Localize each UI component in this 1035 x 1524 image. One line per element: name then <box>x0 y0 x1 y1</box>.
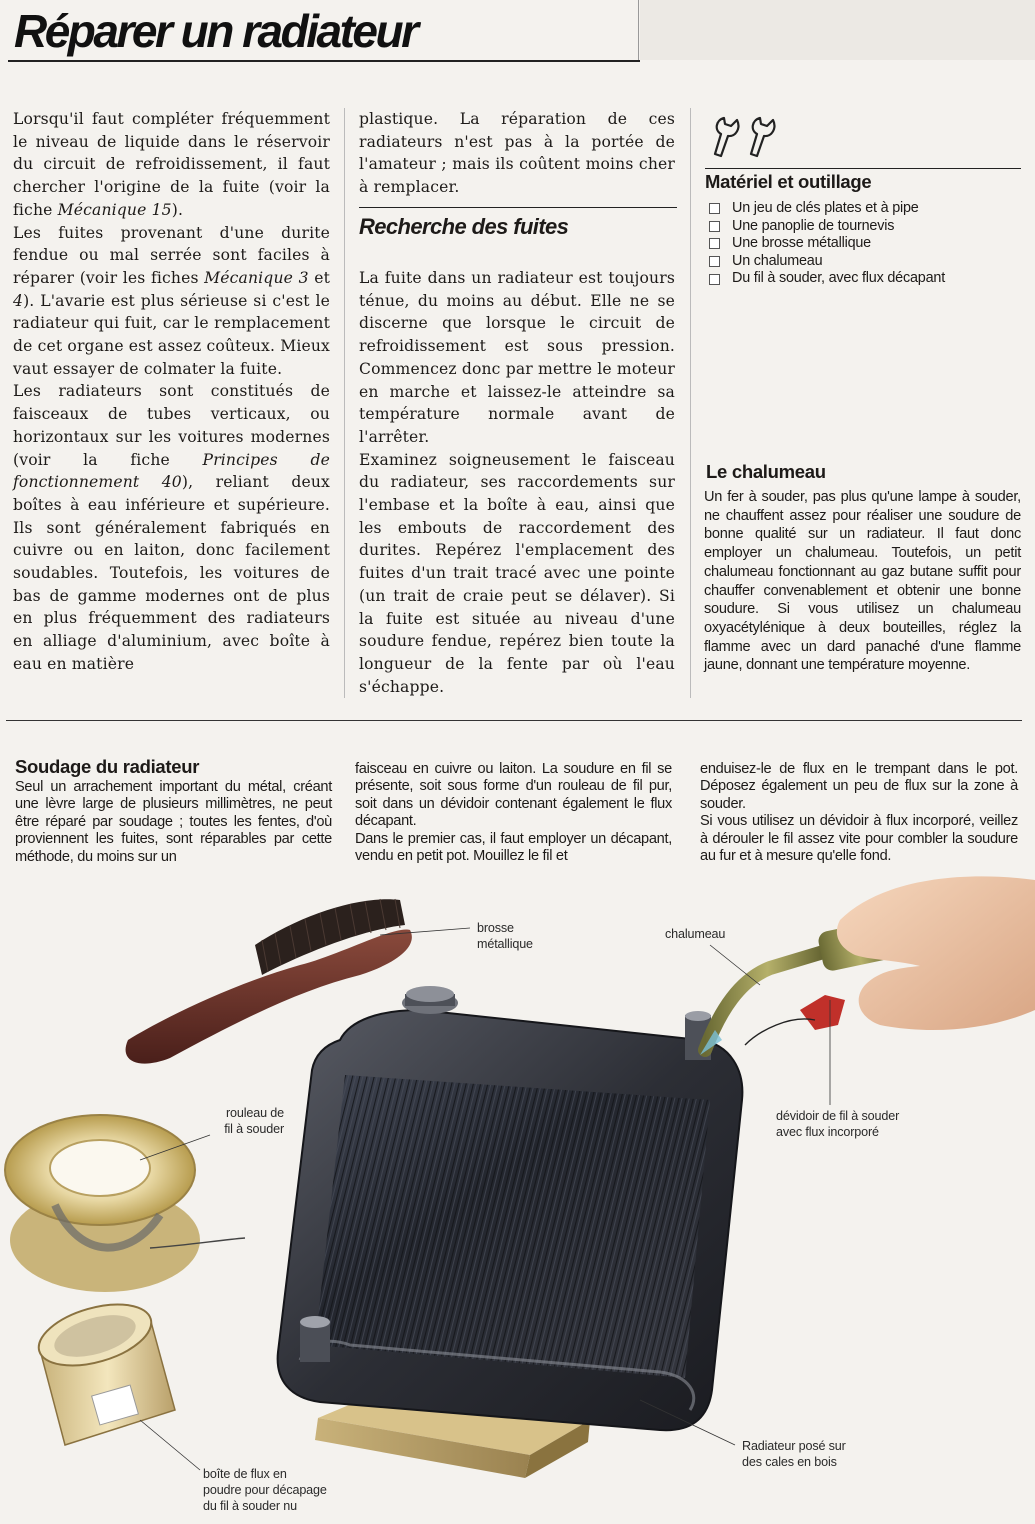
checkbox-icon[interactable] <box>709 238 720 249</box>
soudage-column-3 <box>700 761 1018 865</box>
soudage-paragraph: Dans le premier cas, il faut employer un décapant, vendu en petit pot. Mouillez le fil et <box>355 830 672 865</box>
soudage-column-2 <box>355 761 672 865</box>
page-title: Réparer un radiateur <box>14 5 417 57</box>
label-rouleau: rouleau de fil à souder <box>224 1106 284 1136</box>
recherche-paragraph: La fuite dans un radiateur est toujours ténue, du moins au début. Elle ne se discerne que lorsque le circuit de refroidissement est sous pression. Commencez donc par mettre le moteur en marche et laissez-le atteindre sa température normale avant de l'arrêter. <box>359 269 675 446</box>
materiel-heading: Matériel et outillage <box>705 168 1021 193</box>
title-divider <box>638 0 639 62</box>
radiator <box>278 986 743 1430</box>
chalumeau-text: Un fer à souder, pas plus qu'une lampe à souder, ne chauffent assez pour réaliser une soudure de bonne qualité sur un radiateur. Il faut donc employer un chalumeau. Toutefois, un petit chalumeau fonctionnant au gaz butane suffit pour chauffer convenablement et obtenir une bonne soudure. Si vous utilisez un chalumeau oxyacétylénique à deux bouteilles, réglez la flamme avec un dard panaché d'une flamme jaune, donnant une température moyenne. <box>704 489 1021 674</box>
soudage-paragraph: enduisez-le de flux en le trempant dans le pot. Déposez également un peu de flux sur la zone à souder. <box>700 761 1018 812</box>
checklist-item <box>709 235 945 253</box>
soudage-paragraph: Si vous utilisez un dévidoir à flux incorporé, veillez à dérouler le fil assez vite pour combler la soudure au fur et à mesure qu'elle fond. <box>700 813 1018 865</box>
wrenches-icon <box>712 110 796 160</box>
checklist-label: Un jeu de clés plates et à pipe <box>732 200 919 216</box>
title-underline <box>8 60 640 62</box>
intro-paragraph-2 <box>13 222 330 381</box>
intro-paragraph-3 <box>13 380 330 675</box>
text-run: ). L'avarie est plus sérieuse si c'est le radiateur qui fuit, car le remplacement de cet organe est assez coûteux. Mieux vaut essayer de colmater la fuite. <box>13 291 330 378</box>
text-run: Lorsqu'il faut compléter fréquemment le niveau de liquide dans le réservoir du circuit de refroidissement, il faut chercher l'origine de la fuite (voir la fiche <box>13 110 330 219</box>
checkbox-icon[interactable] <box>709 256 720 267</box>
section-divider <box>6 720 1022 721</box>
text-run: ). <box>171 200 184 219</box>
column-divider <box>690 108 691 698</box>
checklist-item <box>709 253 945 271</box>
label-boite-flux: boîte de flux en poudre pour décapage du fil à souder nu <box>203 1467 327 1513</box>
soudage-column-1 <box>15 779 332 866</box>
label-brosse: brosse métallique <box>477 921 533 951</box>
intro-paragraph-1 <box>13 108 330 222</box>
fiche-reference: Principes de fonctionnement 40 <box>13 450 330 492</box>
recherche-heading: Recherche des fuites <box>359 207 677 240</box>
solder-spool <box>5 1115 245 1292</box>
corner-panel <box>640 0 1035 60</box>
fiche-reference: 4 <box>13 291 24 310</box>
checklist-item <box>709 200 945 218</box>
flux-tin <box>32 1293 175 1445</box>
label-radiateur: Radiateur posé sur des cales en bois <box>742 1439 846 1469</box>
recherche-paragraph: Examinez soigneusement le faisceau du radiateur, ses raccordements sur l'embase et la boîte à eau, ainsi que les embouts de raccordement des durites. Repérez l'emplacement des fuites d'un trait tracé avec une pointe (un trait de craie peut se délaver). Si la fuite est située au niveau d'une soudure fendue, repérez bien toute la longueur de la fente par où l'eau s'échappe. <box>359 450 675 696</box>
checkbox-icon[interactable] <box>709 274 720 285</box>
soudage-paragraph: Seul un arrachement important du métal, créant une lèvre large de plusieurs millimètres, ne peut être réparé par soudage ; toutes les fentes, d'où proviennent les fuites, sont réparables par cette méthode, du moins sur un <box>15 779 332 865</box>
materiel-checklist <box>709 200 945 288</box>
text-run: ), reliant deux boîtes à eau inférieure et supérieure. Ils sont généralement fabriqués en cuivre ou en laiton, donc facilement soudables. Toutefois, les voitures de bas de gamme modernes ont de plus en plus fréquemment des radiateurs en alliage d'aluminium, avec boîte à eau en matière <box>13 473 330 673</box>
checklist-label: Un chalumeau <box>732 252 823 269</box>
label-devidoir: dévidoir de fil à souder avec flux incorporé <box>776 1109 900 1139</box>
soudage-heading: Soudage du radiateur <box>15 756 200 777</box>
radiator-illustration <box>0 870 1035 1524</box>
chalumeau-heading: Le chalumeau <box>706 461 826 482</box>
fiche-reference: Mécanique 15 <box>57 200 172 219</box>
checklist-item <box>709 270 945 288</box>
intro-continuation: plastique. La réparation de ces radiateurs n'est pas à la portée de l'amateur ; mais ils coûtent moins cher à remplacer. <box>359 110 675 197</box>
text-run: Les fuites provenant d'une durite fendue ou mal serrée sont faciles à réparer (voir les fiches <box>13 223 330 287</box>
soudage-paragraph: faisceau en cuivre ou laiton. La soudure en fil se présente, soit sous forme d'un rouleau de fil pur, soit dans un dévidoir contenant également le flux décapant. <box>355 761 672 830</box>
checklist-label: Du fil à souder, avec flux décapant <box>732 270 945 287</box>
checklist-label: Une brosse métallique <box>732 235 871 252</box>
checkbox-icon[interactable] <box>709 203 720 214</box>
intro-column-2 <box>359 108 675 199</box>
column-divider <box>344 108 345 698</box>
checklist-label: Une panoplie de tournevis <box>732 217 895 234</box>
recherche-body <box>359 267 675 698</box>
intro-column-1 <box>13 108 330 676</box>
checklist-item <box>709 218 945 236</box>
label-chalumeau: chalumeau <box>665 927 726 941</box>
fiche-reference: Mécanique 3 <box>204 268 309 287</box>
text-run: Les radiateurs sont constitués de faisceaux de tubes verticaux, ou horizontaux sur les voitures modernes (voir la fiche <box>13 382 330 469</box>
torch-and-hand <box>700 876 1035 1055</box>
checkbox-icon[interactable] <box>709 221 720 232</box>
text-run: et <box>308 268 330 287</box>
